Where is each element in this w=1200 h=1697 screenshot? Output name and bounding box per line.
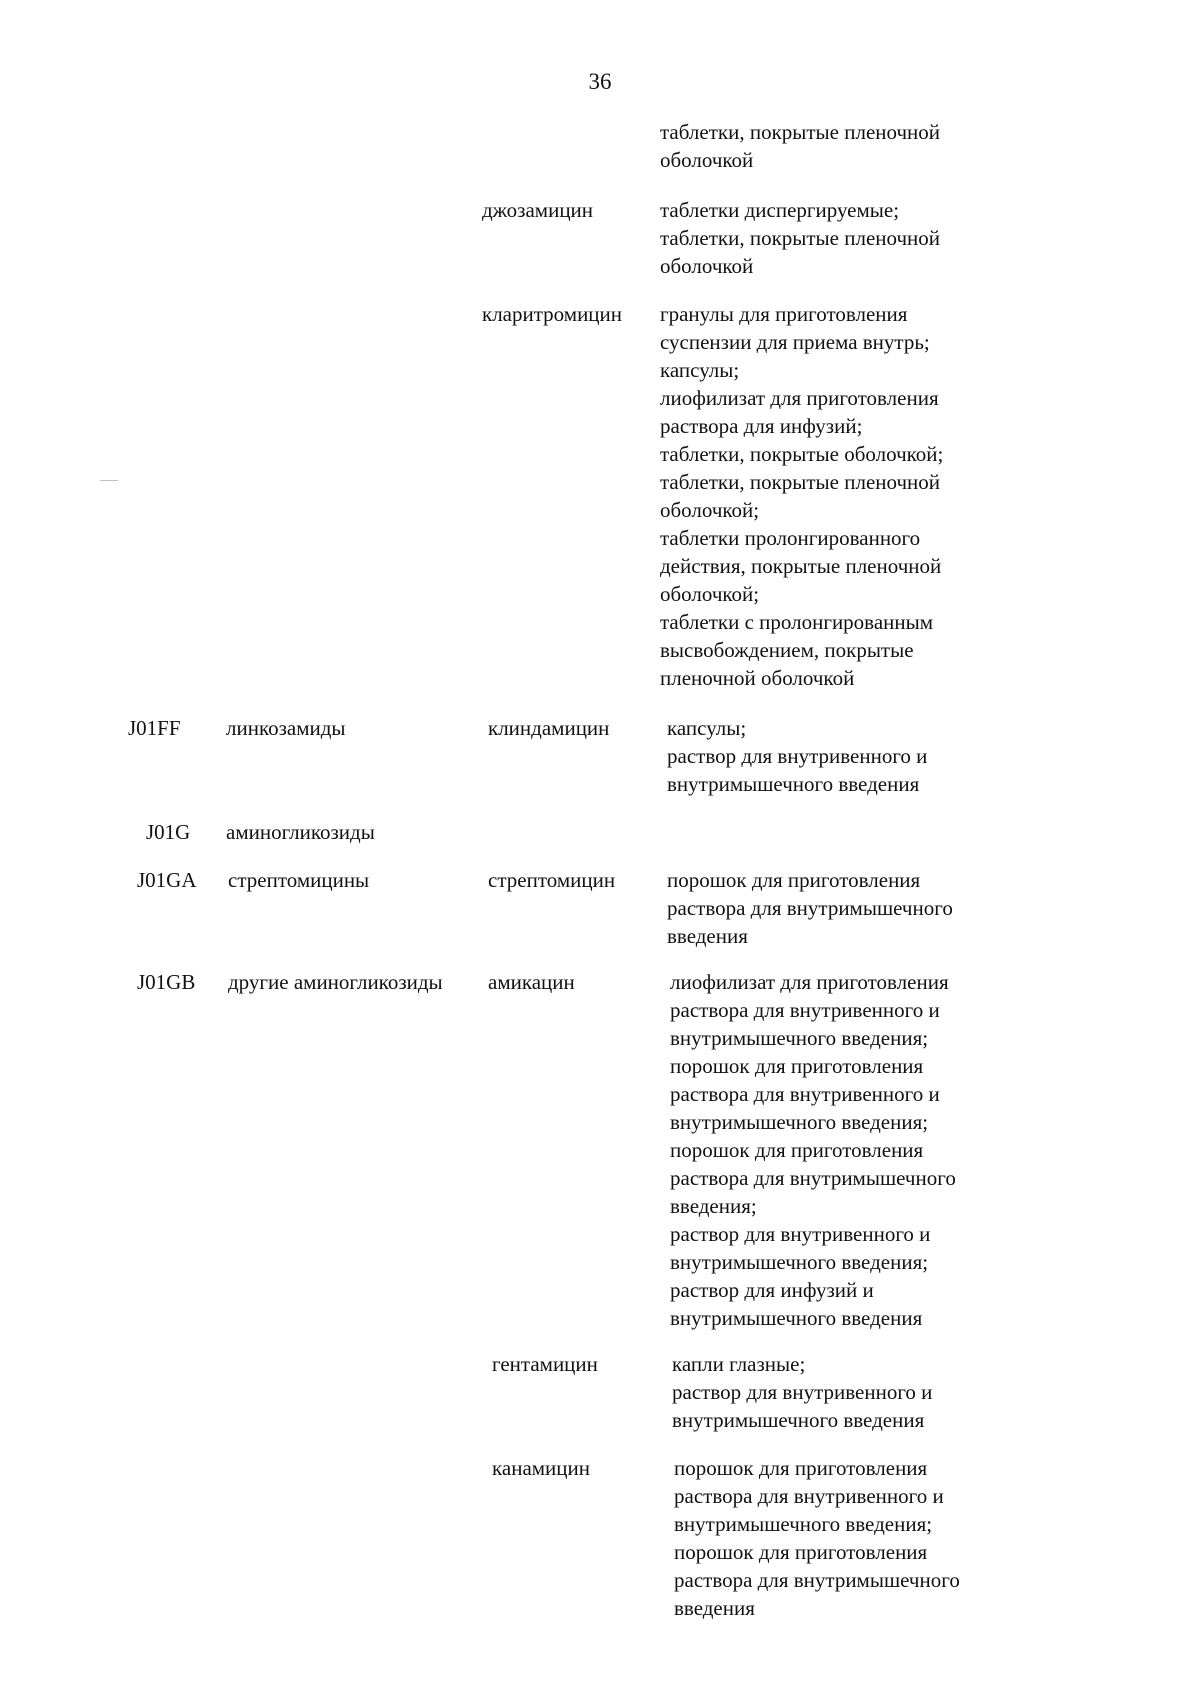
dosage-forms [667,866,953,950]
dosage-form-line: внутримышечного введения; [670,1110,929,1134]
dosage-form-line: лиофилизат для приготовления [660,386,939,410]
dosage-form-line: введения [674,1596,755,1620]
dosage-form-line: суспензии для приема внутрь; [660,330,930,354]
dosage-forms [674,1454,960,1622]
dosage-forms [670,968,956,1332]
dosage-form-line: раствора для внутримышечного [674,1568,960,1592]
atc-code: J01GB [137,970,196,994]
dosage-form-line: внутримышечного введения; [674,1512,933,1536]
dosage-form-line: действия, покрытые пленочной [660,554,942,578]
atc-code: J01FF [128,716,181,740]
dosage-form-line: введения; [670,1194,757,1218]
drug-name: стрептомицин [488,868,616,892]
drug-name: клиндамицин [488,716,610,740]
dosage-form-line: порошок для приготовления [670,1054,924,1078]
dosage-form-line: лиофилизат для приготовления [670,970,949,994]
dosage-form-line: оболочкой [660,254,754,278]
dosage-form-line: внутримышечного введения [670,1306,923,1330]
drug-name: кларитромицин [482,302,623,326]
dosage-form-line: введения [667,924,748,948]
dosage-form-line: внутримышечного введения [667,772,920,796]
drug-name: джозамицин [482,198,594,222]
page-number: 36 [588,69,612,94]
group-name: другие аминогликозиды [228,970,443,994]
dosage-form-line: внутримышечного введения [672,1408,925,1432]
dosage-form-line: капсулы; [667,716,747,740]
dosage-form-line: капсулы; [660,358,740,382]
dosage-forms [660,196,940,280]
dosage-forms [672,1350,932,1434]
dosage-form-line: раствора для внутривенного и [674,1484,944,1508]
drug-name: амикацин [488,970,575,994]
dosage-form-line: внутримышечного введения; [670,1026,929,1050]
dosage-form-line: раствора для внутримышечного [667,896,953,920]
dosage-form-line: порошок для приготовления [667,868,921,892]
drug-name: канамицин [492,1456,591,1480]
dosage-forms [660,300,943,692]
dosage-form-line: пленочной оболочкой [660,666,855,690]
atc-code: J01GA [137,868,197,892]
dosage-forms [667,714,927,798]
dosage-form-line: таблетки с пролонгированным [660,610,934,634]
dosage-form-line: оболочкой; [660,582,760,606]
dosage-form-line: раствора для внутривенного и [670,1082,940,1106]
dosage-form-line: таблетки пролонгированного [660,526,921,550]
dosage-form-line: таблетки диспергируемые; [660,198,900,222]
dosage-form-line: таблетки, покрытые пленочной [660,226,941,250]
dosage-form-line: капли глазные; [672,1352,806,1376]
dosage-form-line: оболочкой [660,148,754,172]
dosage-form-line: таблетки, покрытые пленочной [660,120,941,144]
dosage-form-line: раствора для инфузий; [660,414,863,438]
dosage-form-line: раствор для инфузий и [670,1278,874,1302]
dosage-form-line: высвобождением, покрытые [660,638,914,662]
group-name: аминогликозиды [226,820,375,844]
dosage-form-line: порошок для приготовления [670,1138,924,1162]
dosage-form-line: раствор для внутривенного и [670,1222,931,1246]
drug-name: гентамицин [492,1352,598,1376]
group-name: стрептомицины [228,868,370,892]
dosage-forms [660,118,940,174]
dosage-form-line: гранулы для приготовления [660,302,908,326]
atc-code: J01G [146,820,191,844]
dosage-form-line: внутримышечного введения; [670,1250,929,1274]
dosage-form-line: таблетки, покрытые пленочной [660,470,941,494]
scan-artifact-line [100,480,118,481]
dosage-form-line: порошок для приготовления [674,1456,928,1480]
dosage-form-line: раствор для внутривенного и [667,744,928,768]
group-name: линкозамиды [226,716,346,740]
dosage-form-line: раствора для внутривенного и [670,998,940,1022]
dosage-form-line: таблетки, покрытые оболочкой; [660,442,944,466]
dosage-form-line: порошок для приготовления [674,1540,928,1564]
dosage-form-line: раствора для внутримышечного [670,1166,956,1190]
dosage-form-line: оболочкой; [660,498,760,522]
dosage-form-line: раствор для внутривенного и [672,1380,933,1404]
